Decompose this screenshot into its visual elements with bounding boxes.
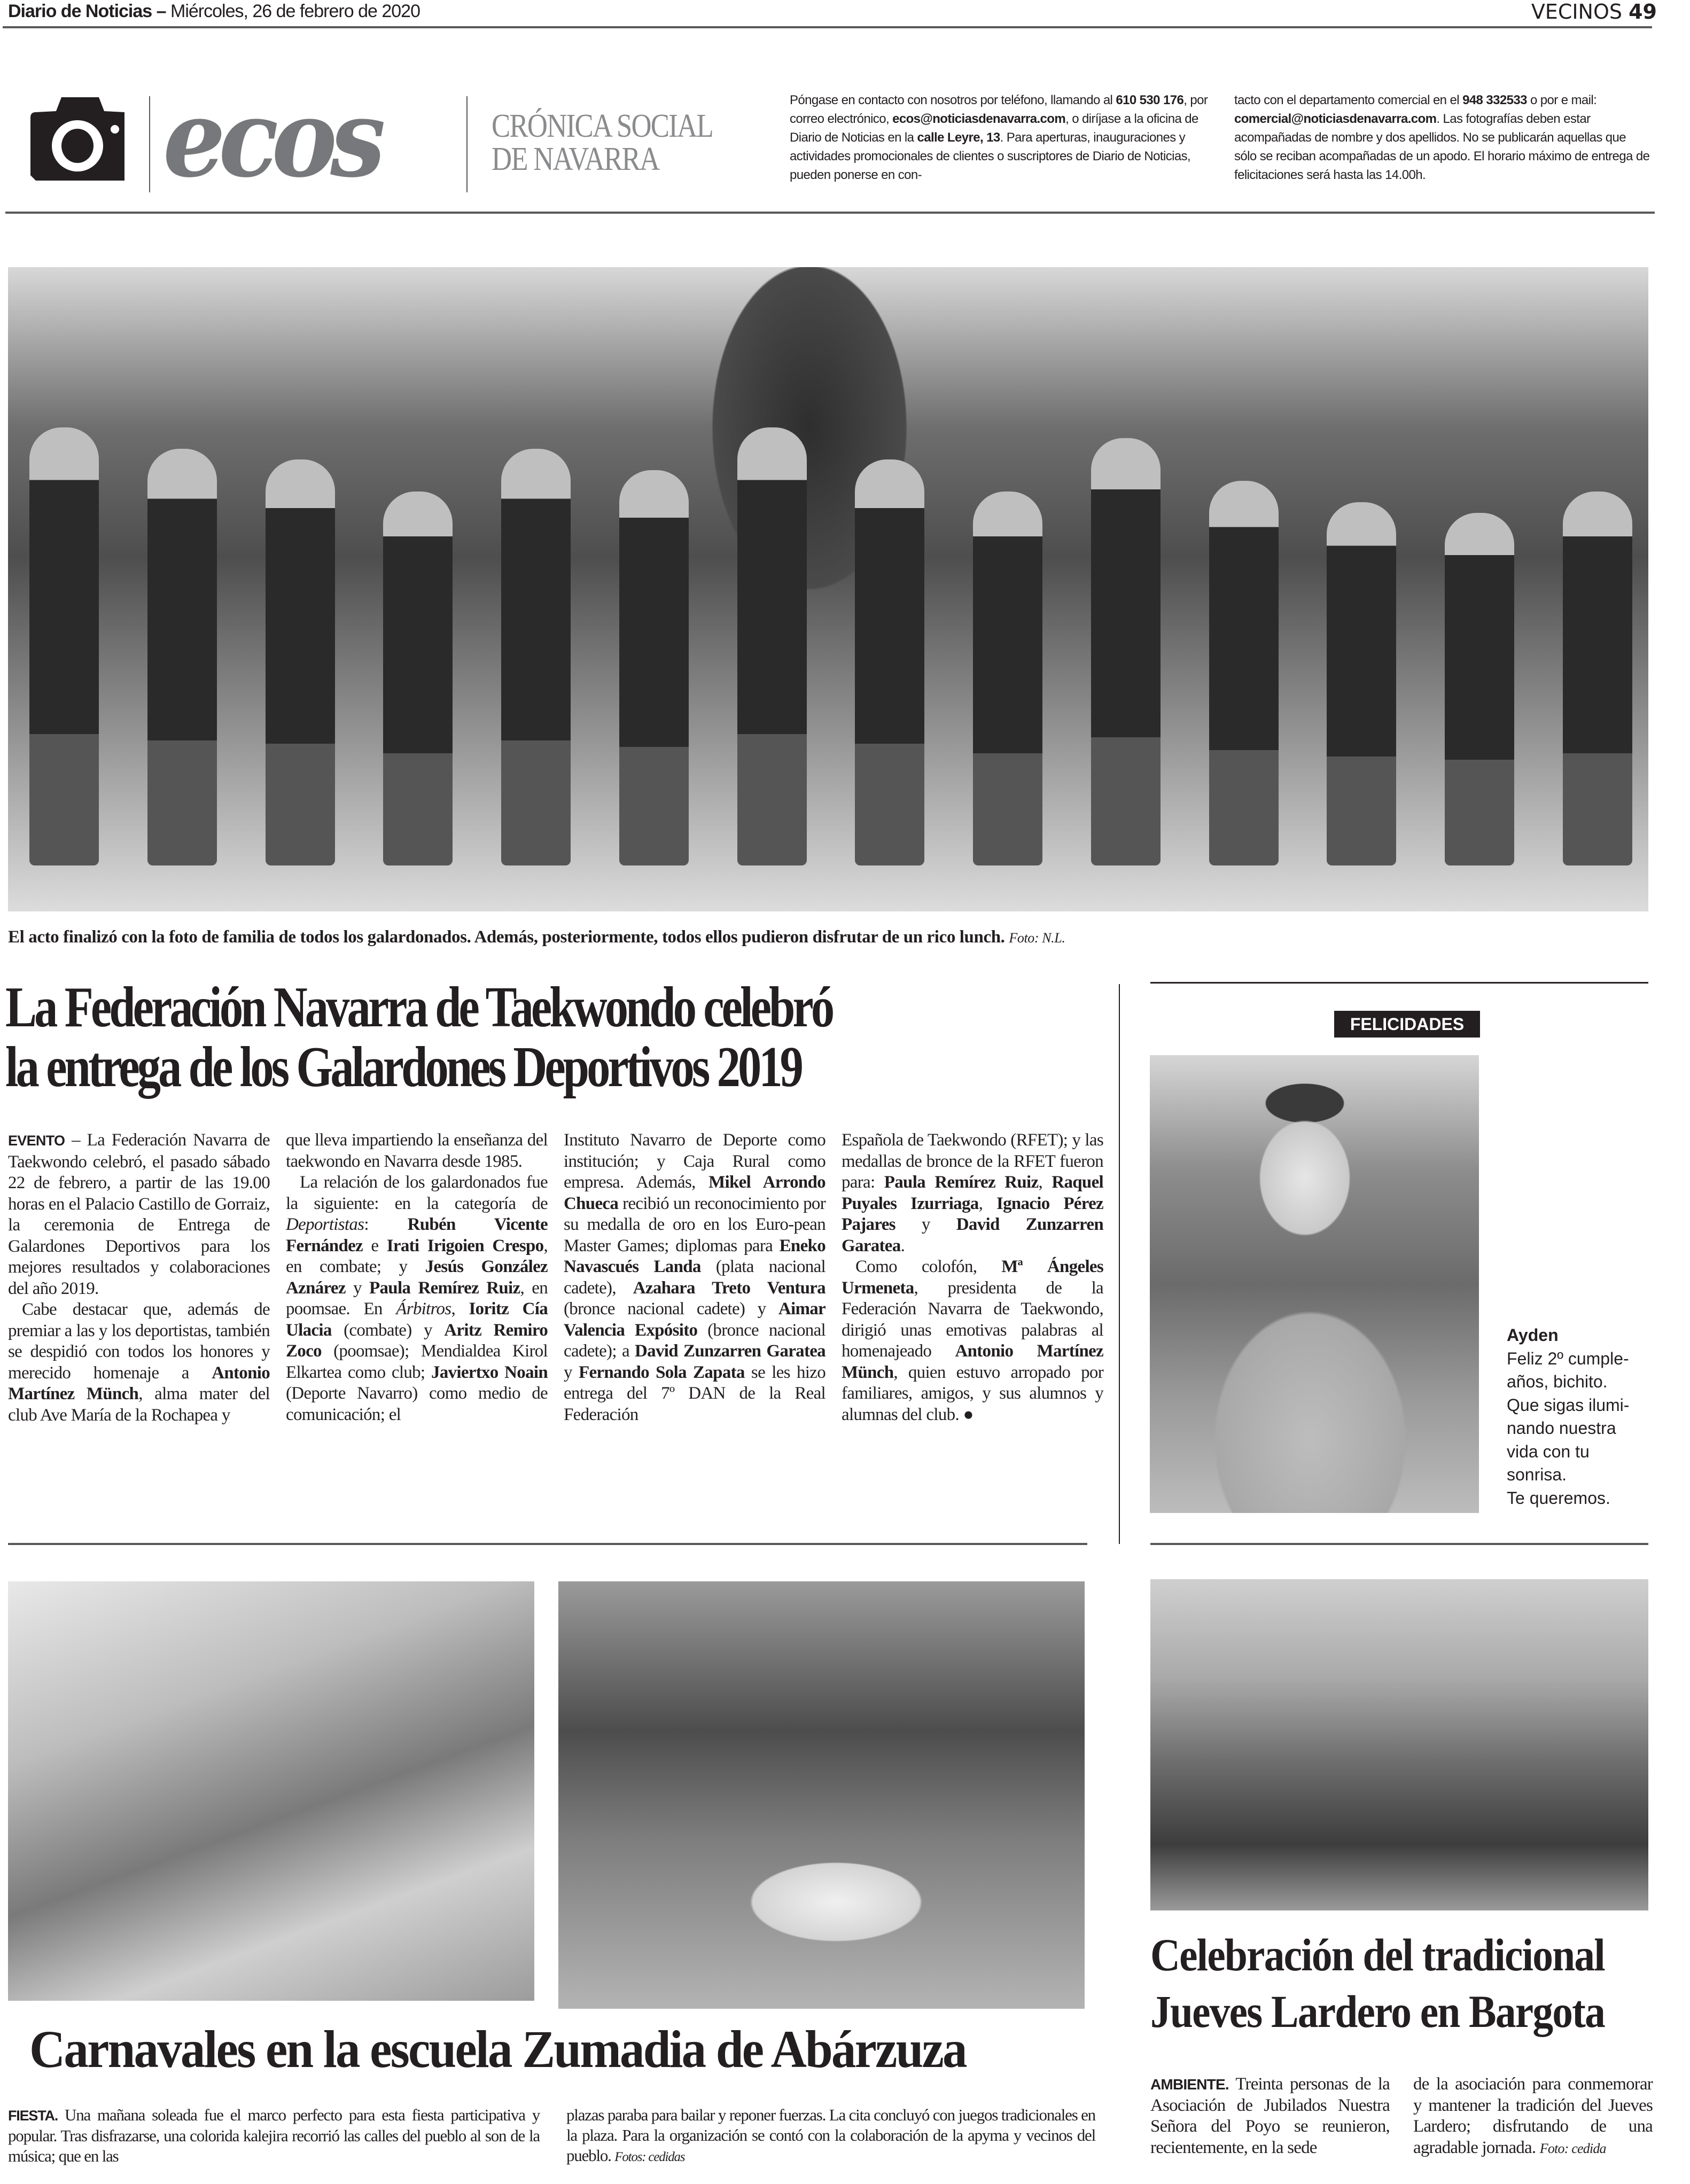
masthead-divider: [149, 96, 150, 192]
paragraph-text: y: [564, 1362, 579, 1382]
person-name: Javiertxo Noain: [431, 1362, 548, 1382]
person-figure: [266, 459, 335, 865]
info-text: , o diríjase a la oficina de Diario de Noticias en la: [790, 112, 1198, 145]
person-name: Irati Irigoien Crespo: [386, 1236, 544, 1255]
info-text: o por e mail:: [1527, 93, 1597, 107]
paragraph-text: ,: [451, 1299, 469, 1319]
top-rule: [3, 26, 1652, 28]
person-figure: [1327, 502, 1396, 865]
headline-line: La Federación Navarra de Taekwondo celebró: [5, 976, 832, 1039]
paragraph-text: (Deporte Navarro) como medio de comunicación; el: [286, 1384, 548, 1424]
paragraph-text: y: [345, 1278, 370, 1298]
end-of-article-mark: ●: [959, 1405, 973, 1424]
lead-label: EVENTO: [8, 1133, 65, 1149]
contact-phone: 610 530 176: [1116, 93, 1184, 107]
birthday-name: Ayden: [1507, 1325, 1559, 1345]
person-name: Aimar Valencia Expósito: [564, 1299, 825, 1340]
person-figure: [619, 470, 689, 865]
publication-date: Miércoles, 26 de febrero de 2020: [170, 1, 420, 21]
photo-credit: Foto: cedida: [1539, 2140, 1606, 2156]
paragraph-text: ,: [1038, 1173, 1052, 1192]
article-column-4: [842, 1130, 1103, 1425]
message-line: vida con tu: [1507, 1441, 1590, 1461]
person-name: Aritz Remiro Zoco: [286, 1320, 548, 1361]
info-text: . Las fotografías deben estar acompañadas de nombre y dos apellidos. No se publicarán aquellas que sólo se reciban acompañadas de un apodo. El horario máximo de entrega de felicitaciones será hasta las 14.00h.: [1234, 112, 1650, 182]
folio-section: [1531, 0, 1657, 24]
paragraph-text: (poomsae); Mendialdea Kirol Elkartea como club;: [286, 1341, 548, 1382]
bargota-column-2: [1413, 2074, 1653, 2159]
paragraph-text: (bronce nacional cadete); a: [564, 1320, 825, 1361]
paragraph-text: y: [895, 1215, 956, 1234]
felicidades-rule: [1150, 982, 1648, 984]
paragraph-text: .: [900, 1236, 905, 1255]
message-line: Que sigas ilumi-: [1507, 1395, 1630, 1415]
commercial-phone: 948 332533: [1462, 93, 1527, 107]
article-column-1: [8, 1130, 270, 1426]
person-name: Mª Ángeles Urmeneta: [842, 1257, 1104, 1298]
section-name: VECINOS: [1531, 0, 1623, 24]
paragraph-text: (bronce nacional cadete) y: [564, 1299, 778, 1319]
contact-email[interactable]: ecos@noticiasdenavarra.com: [892, 112, 1066, 126]
person-figure: [855, 459, 924, 865]
lead-label: FIESTA.: [8, 2108, 58, 2124]
message-line: años, bichito.: [1507, 1372, 1608, 1391]
carnival-column-1: [8, 2105, 540, 2166]
info-text: , por correo electrónico,: [790, 93, 1208, 126]
person-name: Paula Remírez Ruiz: [884, 1173, 1039, 1192]
info-text: tacto con el departamento comercial en el: [1234, 93, 1463, 107]
paragraph-text: ,: [978, 1194, 996, 1213]
paragraph-text: , en combate; y: [286, 1236, 548, 1276]
person-name: Antonio Martínez Münch: [842, 1341, 1103, 1382]
person-name: Eneko Navascués Landa: [564, 1236, 825, 1276]
person-name: David Zunzarren Garatea: [635, 1341, 825, 1361]
paragraph-text: (combate) y: [331, 1320, 445, 1340]
paragraph-text: , alma mater del club Ave María de la Rochapea y: [8, 1384, 270, 1425]
carnival-photo-dance: [8, 1581, 534, 2001]
person-figure: [737, 427, 807, 865]
birthday-message: [1507, 1324, 1651, 1510]
photo-credit: Fotos: cedidas: [614, 2150, 685, 2164]
info-text: . Para aperturas, inauguraciones y actividades promocionales de clientes o suscriptores de Diario de Noticias, pueden ponerse en con-: [790, 130, 1191, 182]
bargota-column-1: [1150, 2074, 1390, 2158]
office-address: calle Leyre, 13: [917, 130, 1000, 145]
photo-caption: [8, 927, 1065, 947]
lead-label: AMBIENTE.: [1150, 2076, 1229, 2093]
publication-name: Diario de Noticias: [8, 1, 152, 21]
carnival-photo-lunch: [558, 1581, 1085, 2009]
message-line: sonrisa.: [1507, 1465, 1567, 1484]
person-name: Jesús González Aznárez: [286, 1257, 548, 1298]
person-figure: [1091, 438, 1161, 865]
person-figure: [1209, 481, 1279, 865]
contact-info-col2: [1234, 91, 1651, 184]
person-figure: [1563, 492, 1632, 865]
felicidades-badge: FELICIDADES: [1334, 1011, 1480, 1038]
article-column-3: [564, 1130, 825, 1425]
category-label: Árbitros: [396, 1299, 451, 1319]
caption-text: El acto finalizó con la foto de familia de todos los galardonados. Además, posteriormente, todos ellos pudieron disfrutar de un rico lunch.: [8, 927, 1005, 947]
message-line: nando nuestra: [1507, 1418, 1616, 1438]
paragraph-text: Instituto Navarro de Deporte como institución; y Caja Rural como empresa. Además,: [564, 1130, 825, 1192]
paragraph-text: de la asociación para conmemorar y mantener la tradición del Jueves Lardero; disfrutando de una agradable jornada.: [1413, 2074, 1653, 2157]
person-name: Paula Remírez Ruiz: [369, 1278, 520, 1298]
category-label: Deportistas: [286, 1215, 364, 1234]
birthday-photo: [1150, 1055, 1479, 1513]
photo-figures: [29, 331, 1632, 865]
section-subtitle: [492, 110, 713, 176]
photo-credit: Foto: N.L.: [1009, 930, 1065, 946]
carnival-headline: Carnavales en la escuela Zumadia de Abárzuza: [29, 2019, 966, 2079]
masthead-rule: [5, 212, 1655, 214]
person-name: Mikel Arrondo Chueca: [564, 1173, 825, 1213]
headline-line: Jueves Lardero en Bargota: [1150, 1986, 1605, 2037]
section-rule: [8, 1543, 1087, 1545]
paragraph-text: que lleva impartiendo la enseñanza del taekwondo en Navarra desde 1985.: [286, 1130, 548, 1171]
paragraph-text: , quien estuvo arropado por familiares, amigos, y sus alumnos y alumnas del club.: [842, 1362, 1103, 1424]
headline-line: la entrega de los Galardones Deportivos 2019: [5, 1035, 801, 1099]
info-text: Póngase en contacto con nosotros por teléfono, llamando al: [790, 93, 1116, 107]
page-number: 49: [1629, 0, 1657, 24]
person-name: Rubén Vicente Fernández: [286, 1215, 548, 1255]
person-figure: [973, 492, 1042, 865]
ecos-logo: ecos: [163, 76, 379, 201]
bargota-photo: [1150, 1579, 1648, 1910]
main-headline: [5, 978, 1101, 1097]
person-figure: [501, 449, 571, 865]
person-name: Ignacio Pérez Pajares: [842, 1194, 1103, 1234]
subtitle-line: CRÓNICA SOCIAL: [492, 108, 713, 144]
paragraph-text: Cabe destacar que, además de premiar a las y los deportistas, también se despidió con todos los honores y merecido homenaje a: [8, 1300, 270, 1383]
contact-info-col1: [790, 91, 1212, 184]
person-figure: [147, 449, 217, 865]
person-figure: [1445, 513, 1514, 865]
person-name: Antonio Martínez Münch: [8, 1363, 270, 1403]
carnival-column-2: [566, 2105, 1095, 2167]
paragraph-text: Como colofón,: [855, 1257, 1002, 1276]
article-column-2: [286, 1130, 548, 1425]
paragraph-text: – La Federación Navarra de Taekwondo celebró, el pasado sábado 22 de febrero, a partir de las 19.00 horas en el Palacio Castillo de Gorraiz, la ceremonia de Entrega de Galardones Deportivos para los mejores resultados y colaboraciones del año 2019.: [8, 1130, 270, 1298]
person-name: Fernando Sola Zapata: [579, 1362, 745, 1382]
folio-separator: –: [152, 1, 171, 21]
paragraph-text: (plata nacional cadete),: [564, 1257, 825, 1298]
folio-publication-date: [8, 1, 420, 22]
camera-icon: [29, 96, 126, 181]
column-divider: [1119, 984, 1120, 1544]
paragraph-text: , presidenta de la Federación Navarra de Taekwondo, dirigió unas emotivas palabras al homenajeado: [842, 1278, 1103, 1361]
person-name: Raquel Puyales Izurriaga: [842, 1173, 1103, 1213]
paragraph-text: , en poomsae. En: [286, 1278, 548, 1319]
person-figure: [29, 427, 99, 865]
person-figure: [383, 492, 453, 865]
person-name: Azahara Treto Ventura: [633, 1278, 825, 1298]
message-line: Te queremos.: [1507, 1488, 1610, 1508]
message-line: Feliz 2º cumple-: [1507, 1348, 1629, 1368]
masthead-divider: [466, 96, 468, 192]
paragraph-text: Española de Taekwondo (RFET); y las medallas de bronce de la RFET fueron para:: [842, 1130, 1103, 1192]
group-photo: [8, 267, 1648, 911]
subtitle-line: DE NAVARRA: [492, 141, 659, 177]
bargota-headline: [1150, 1926, 1607, 2040]
person-name: David Zunzarren Garatea: [842, 1215, 1103, 1255]
headline-line: Celebración del tradicional: [1150, 1929, 1605, 1980]
paragraph-text: e: [363, 1236, 387, 1255]
birthday-message-body: [1507, 1347, 1651, 1510]
paragraph-text: La relación de los galardonados fue la siguiente: en la categoría de: [286, 1173, 548, 1213]
section-rule: [1150, 1543, 1648, 1545]
paragraph-text: Treinta personas de la Asociación de Jubilados Nuestra Señora del Poyo se reunieron, recientemente, en la sede: [1150, 2074, 1390, 2157]
paragraph-text: Una mañana soleada fue el marco perfecto para esta fiesta participativa y popular. Tras disfrazarse, una colorida kalejira recorrió las calles del pueblo al son de la música; que en las: [8, 2105, 540, 2165]
person-name: Ioritz Cía Ulacia: [286, 1299, 548, 1340]
commercial-email[interactable]: comercial@noticiasdenavarra.com: [1234, 112, 1437, 126]
paragraph-text: plazas paraba para bailar y reponer fuerzas. La cita concluyó con juegos tradicionales en la plaza. Para la organización se contó con la colaboración de la apyma y vecinos del pueblo.: [566, 2105, 1095, 2165]
paragraph-text: recibió un reconocimiento por su medalla de oro en los Euro-pean Master Games; diplomas para: [564, 1194, 825, 1255]
paragraph-text: se les hizo entrega del 7º DAN de la Real Federación: [564, 1362, 825, 1424]
paragraph-text: :: [364, 1215, 408, 1234]
